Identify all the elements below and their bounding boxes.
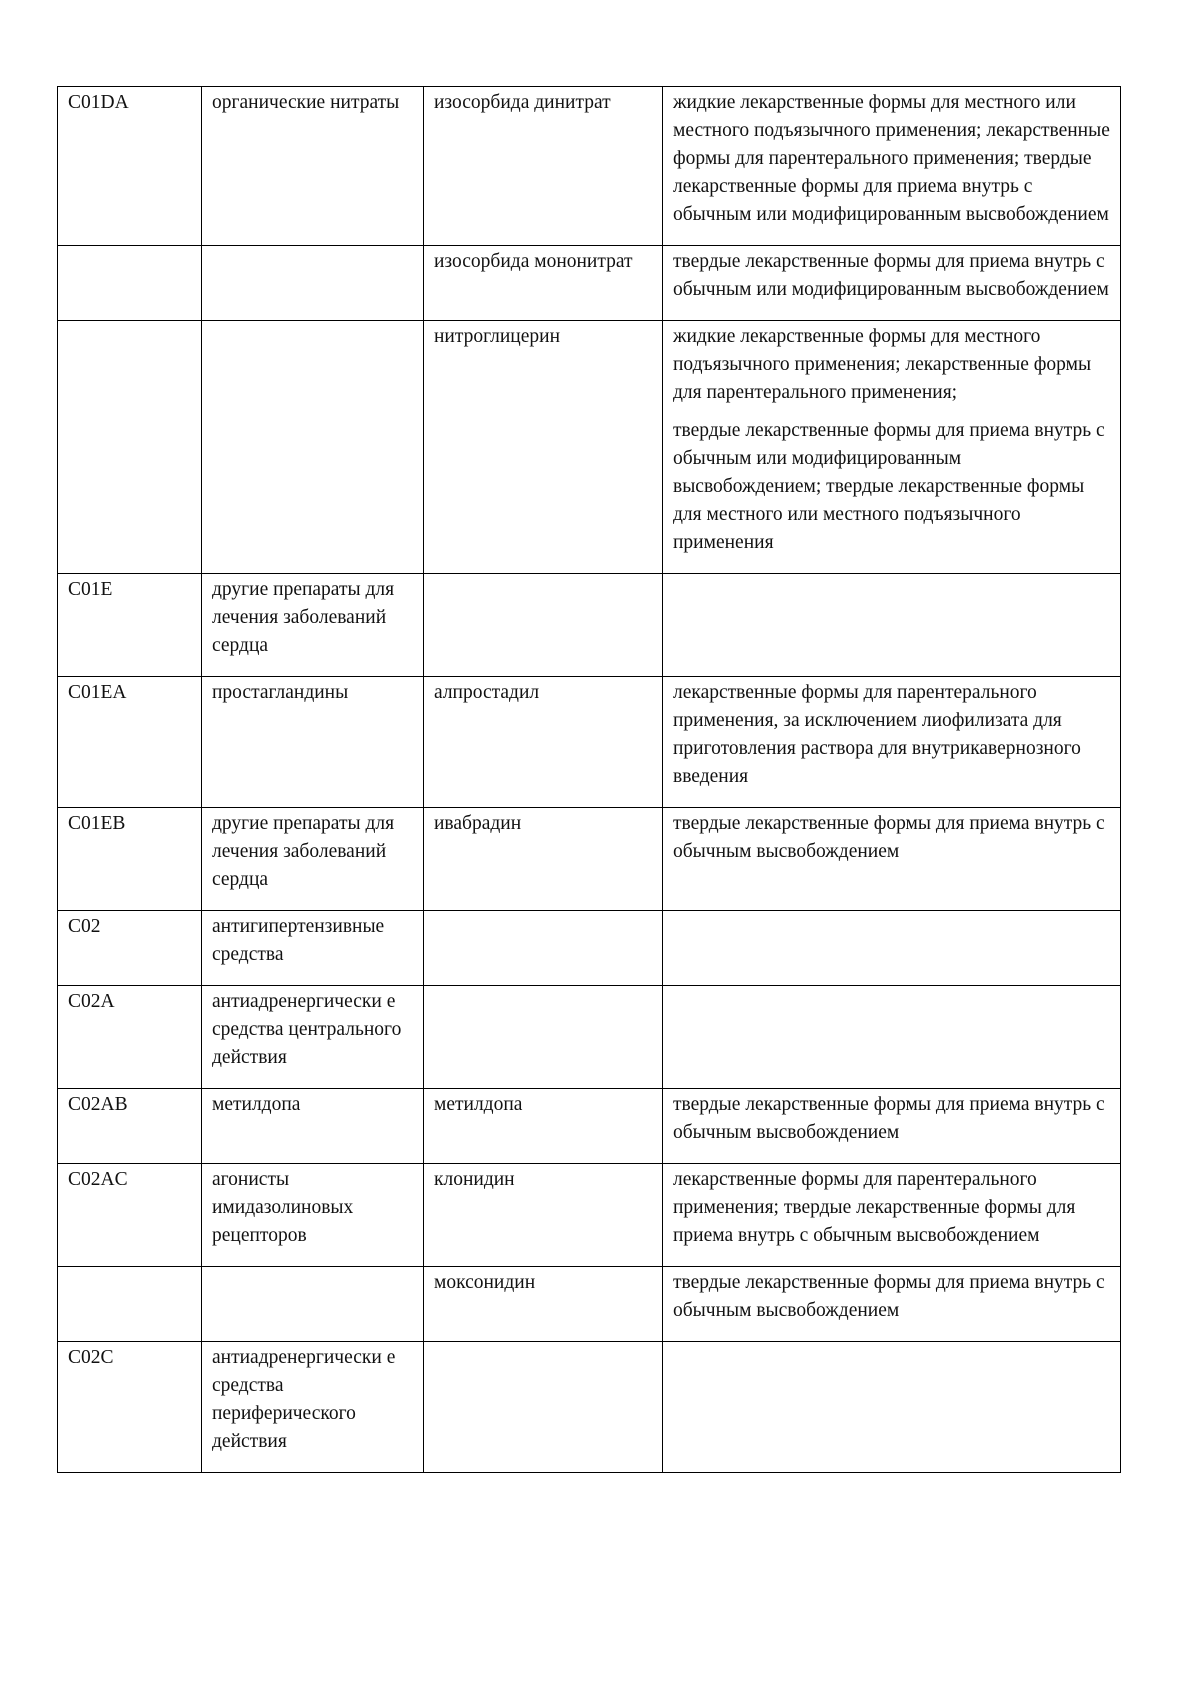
drug-name-cell: клонидин: [424, 1164, 663, 1267]
drug-name-cell: нитроглицерин: [424, 321, 663, 574]
dosage-form-cell: [663, 574, 1121, 677]
group-cell: простагландины: [202, 677, 424, 808]
atc-code-cell: [58, 1267, 202, 1342]
group-cell: антигипертензивные средства: [202, 911, 424, 986]
dosage-form-cell: [663, 986, 1121, 1089]
dosage-form-cell: лекарственные формы для парентерального применения; твердые лекарственные формы для приема внутрь с обычным высвобождением: [663, 1164, 1121, 1267]
group-cell: [202, 1267, 424, 1342]
atc-code-cell: [58, 246, 202, 321]
dosage-form-cell: [663, 1342, 1121, 1473]
table-row: [58, 808, 1121, 911]
drug-name-cell: изосорбида мононитрат: [424, 246, 663, 321]
group-cell: метилдопа: [202, 1089, 424, 1164]
group-cell: антиадренергически е средства периферического действия: [202, 1342, 424, 1473]
group-cell: [202, 321, 424, 574]
drug-name-cell: [424, 911, 663, 986]
atc-code-cell: C02AB: [58, 1089, 202, 1164]
table-row: [58, 246, 1121, 321]
dosage-form-cell: [663, 911, 1121, 986]
table-row: [58, 574, 1121, 677]
drug-name-cell: метилдопа: [424, 1089, 663, 1164]
dosage-form-paragraph: твердые лекарственные формы для приема внутрь с обычным или модифицированным высвобождением; твердые лекарственные формы для местного или местного подъязычного применения: [673, 420, 1105, 553]
table-row: [58, 1089, 1121, 1164]
atc-code-cell: C02A: [58, 986, 202, 1089]
drug-table: [57, 86, 1121, 1473]
atc-code-cell: C02AC: [58, 1164, 202, 1267]
table-row: [58, 1164, 1121, 1267]
atc-code-cell: [58, 321, 202, 574]
dosage-form-cell: твердые лекарственные формы для приема внутрь с обычным или модифицированным высвобождением: [663, 246, 1121, 321]
atc-code-cell: C01E: [58, 574, 202, 677]
group-cell: антиадренергически е средства центрального действия: [202, 986, 424, 1089]
dosage-form-cell: твердые лекарственные формы для приема внутрь с обычным высвобождением: [663, 1089, 1121, 1164]
atc-code-cell: C01EB: [58, 808, 202, 911]
drug-name-cell: изосорбида динитрат: [424, 87, 663, 246]
table-row: [58, 1267, 1121, 1342]
drug-name-cell: алпростадил: [424, 677, 663, 808]
drug-name-cell: моксонидин: [424, 1267, 663, 1342]
drug-name-cell: [424, 1342, 663, 1473]
table-row: [58, 321, 1121, 574]
table-row: [58, 677, 1121, 808]
atc-code-cell: C02: [58, 911, 202, 986]
atc-code-cell: C01DA: [58, 87, 202, 246]
atc-code-cell: C02C: [58, 1342, 202, 1473]
atc-code-cell: C01EA: [58, 677, 202, 808]
dosage-form-cell: лекарственные формы для парентерального применения, за исключением лиофилизата для приготовления раствора для внутрикавернозного введения: [663, 677, 1121, 808]
dosage-form-cell: твердые лекарственные формы для приема внутрь с обычным высвобождением: [663, 808, 1121, 911]
group-cell: агонисты имидазолиновых рецепторов: [202, 1164, 424, 1267]
group-cell: другие препараты для лечения заболеваний сердца: [202, 808, 424, 911]
drug-name-cell: [424, 986, 663, 1089]
drug-name-cell: [424, 574, 663, 677]
table-row: [58, 87, 1121, 246]
dosage-form-paragraph: жидкие лекарственные формы для местного подъязычного применения; лекарственные формы для парентерального применения;: [673, 326, 1092, 403]
group-cell: органические нитраты: [202, 87, 424, 246]
dosage-form-cell: твердые лекарственные формы для приема внутрь с обычным высвобождением: [663, 1267, 1121, 1342]
table-row: [58, 986, 1121, 1089]
group-cell: [202, 246, 424, 321]
group-cell: другие препараты для лечения заболеваний сердца: [202, 574, 424, 677]
dosage-form-cell: [663, 321, 1121, 574]
table-row: [58, 911, 1121, 986]
dosage-form-cell: жидкие лекарственные формы для местного или местного подъязычного применения; лекарственные формы для парентерального применения; твердые лекарственные формы для приема внутрь с обычным или модифицированным высвобождением: [663, 87, 1121, 246]
table-row: [58, 1342, 1121, 1473]
drug-name-cell: ивабрадин: [424, 808, 663, 911]
